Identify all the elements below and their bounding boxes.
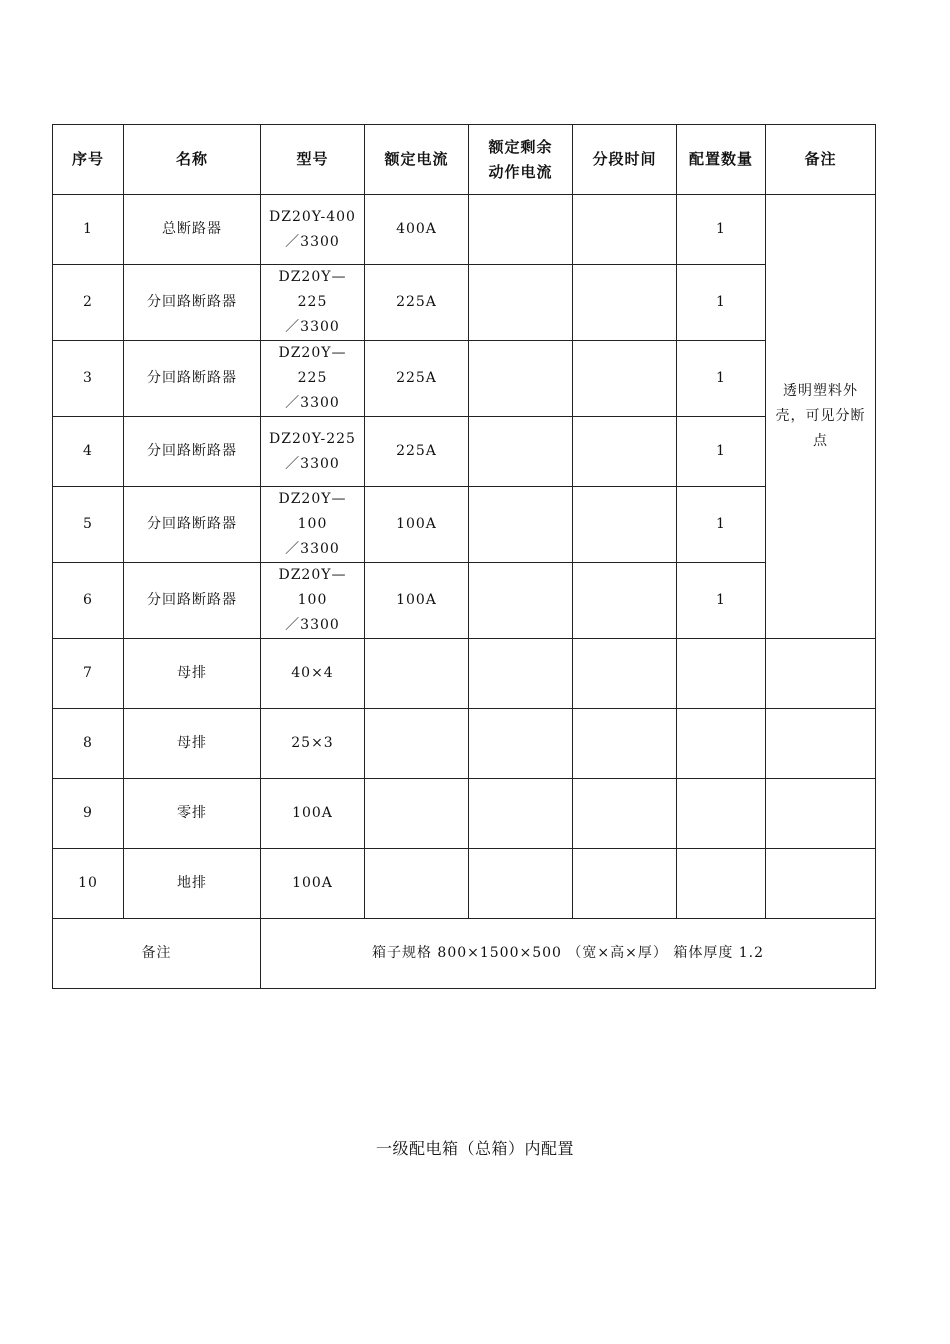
- cell-segment-time: [573, 639, 677, 709]
- footer-label: 备注: [53, 919, 261, 989]
- cell-quantity: [677, 779, 766, 849]
- header-note: 备注: [766, 125, 876, 195]
- cell-residual-current: [469, 563, 573, 639]
- cell-residual-current: [469, 709, 573, 779]
- cell-segment-time: [573, 417, 677, 487]
- cell-no: 2: [53, 265, 124, 341]
- model-line-2: ／3300: [285, 395, 340, 411]
- header-model: 型号: [261, 125, 365, 195]
- cell-note: [766, 779, 876, 849]
- table-row: [53, 639, 876, 709]
- cell-name: 总断路器: [124, 195, 261, 265]
- cell-no: 1: [53, 195, 124, 265]
- header-quantity: 配置数量: [677, 125, 766, 195]
- cell-no: 6: [53, 563, 124, 639]
- table-row: [53, 341, 876, 417]
- table-row: [53, 779, 876, 849]
- model-line-1: 100A: [292, 805, 333, 821]
- model-line-2: ／3300: [285, 233, 340, 250]
- model-line-2: ／3300: [285, 541, 340, 557]
- cell-segment-time: [573, 341, 677, 417]
- cell-segment-time: [573, 265, 677, 341]
- cell-rated-current: [365, 779, 469, 849]
- cell-model: [261, 779, 365, 849]
- cell-no: 4: [53, 417, 124, 487]
- table-row: [53, 487, 876, 563]
- cell-model: [261, 195, 365, 265]
- cell-rated-current: [365, 639, 469, 709]
- cell-name: 零排: [124, 779, 261, 849]
- cell-model: [261, 341, 365, 417]
- cell-segment-time: [573, 195, 677, 265]
- cell-rated-current: 225A: [365, 417, 469, 487]
- cell-model: [261, 639, 365, 709]
- cell-quantity: [677, 709, 766, 779]
- cell-name: 地排: [124, 849, 261, 919]
- cell-residual-current: [469, 639, 573, 709]
- header-name: 名称: [124, 125, 261, 195]
- cell-quantity: 1: [677, 265, 766, 341]
- cell-note-merged: 透明塑料外壳，可见分断点: [766, 195, 876, 639]
- cell-name: 分回路断路器: [124, 341, 261, 417]
- cell-rated-current: [365, 709, 469, 779]
- cell-quantity: [677, 639, 766, 709]
- cell-name: 分回路断路器: [124, 563, 261, 639]
- header-no: 序号: [53, 125, 124, 195]
- cell-name: 母排: [124, 709, 261, 779]
- cell-no: 5: [53, 487, 124, 563]
- model-line-1: DZ20Y—225: [278, 269, 347, 310]
- table-row: [53, 265, 876, 341]
- cell-model: [261, 709, 365, 779]
- cell-no: 9: [53, 779, 124, 849]
- cell-segment-time: [573, 709, 677, 779]
- model-line-1: 100A: [292, 875, 333, 891]
- cell-model: [261, 563, 365, 639]
- cell-quantity: 1: [677, 563, 766, 639]
- distribution-box-config-table: [52, 124, 876, 989]
- model-line-1: DZ20Y-400: [269, 208, 356, 225]
- model-line-2: ／3300: [285, 455, 340, 472]
- cell-residual-current: [469, 341, 573, 417]
- cell-no: 10: [53, 849, 124, 919]
- cell-rated-current: 100A: [365, 563, 469, 639]
- cell-quantity: 1: [677, 487, 766, 563]
- model-line-2: ／3300: [285, 617, 340, 633]
- cell-name: 分回路断路器: [124, 487, 261, 563]
- cell-note: [766, 849, 876, 919]
- cell-model: [261, 849, 365, 919]
- cell-model: [261, 487, 365, 563]
- table-footer-row: [53, 919, 876, 989]
- cell-name: 母排: [124, 639, 261, 709]
- cell-no: 3: [53, 341, 124, 417]
- model-line-1: 25×3: [291, 735, 334, 751]
- cell-quantity: 1: [677, 195, 766, 265]
- cell-note: [766, 709, 876, 779]
- model-line-1: DZ20Y—225: [278, 345, 347, 386]
- model-line-1: DZ20Y—100: [278, 567, 347, 608]
- cell-residual-current: [469, 779, 573, 849]
- cell-model: [261, 417, 365, 487]
- cell-residual-current: [469, 417, 573, 487]
- cell-quantity: [677, 849, 766, 919]
- cell-residual-current: [469, 265, 573, 341]
- cell-segment-time: [573, 779, 677, 849]
- page-caption: 一级配电箱（总箱）内配置: [375, 1139, 574, 1158]
- table-row: [53, 195, 876, 265]
- table-row: [53, 709, 876, 779]
- model-line-1: DZ20Y-225: [269, 430, 356, 447]
- footer-text: 箱子规格 800×1500×500 （宽×高×厚） 箱体厚度 1.2: [261, 919, 876, 989]
- cell-rated-current: [365, 849, 469, 919]
- cell-name: 分回路断路器: [124, 265, 261, 341]
- cell-quantity: 1: [677, 417, 766, 487]
- cell-note: [766, 639, 876, 709]
- header-rated-current: 额定电流: [365, 125, 469, 195]
- cell-segment-time: [573, 487, 677, 563]
- table-row: [53, 563, 876, 639]
- table-row: [53, 417, 876, 487]
- cell-rated-current: 400A: [365, 195, 469, 265]
- cell-no: 8: [53, 709, 124, 779]
- cell-segment-time: [573, 849, 677, 919]
- cell-residual-current: [469, 487, 573, 563]
- cell-rated-current: 225A: [365, 341, 469, 417]
- cell-model: [261, 265, 365, 341]
- cell-rated-current: 100A: [365, 487, 469, 563]
- model-line-1: 40×4: [291, 665, 334, 681]
- cell-name: 分回路断路器: [124, 417, 261, 487]
- table-header-row: [53, 125, 876, 195]
- cell-segment-time: [573, 563, 677, 639]
- table-row: [53, 849, 876, 919]
- cell-no: 7: [53, 639, 124, 709]
- cell-residual-current: [469, 195, 573, 265]
- cell-rated-current: 225A: [365, 265, 469, 341]
- model-line-1: DZ20Y—100: [278, 491, 347, 532]
- model-line-2: ／3300: [285, 319, 340, 335]
- header-segment-time: 分段时间: [573, 125, 677, 195]
- cell-quantity: 1: [677, 341, 766, 417]
- cell-residual-current: [469, 849, 573, 919]
- header-rated-residual-current: 额定剩余动作电流: [469, 125, 573, 195]
